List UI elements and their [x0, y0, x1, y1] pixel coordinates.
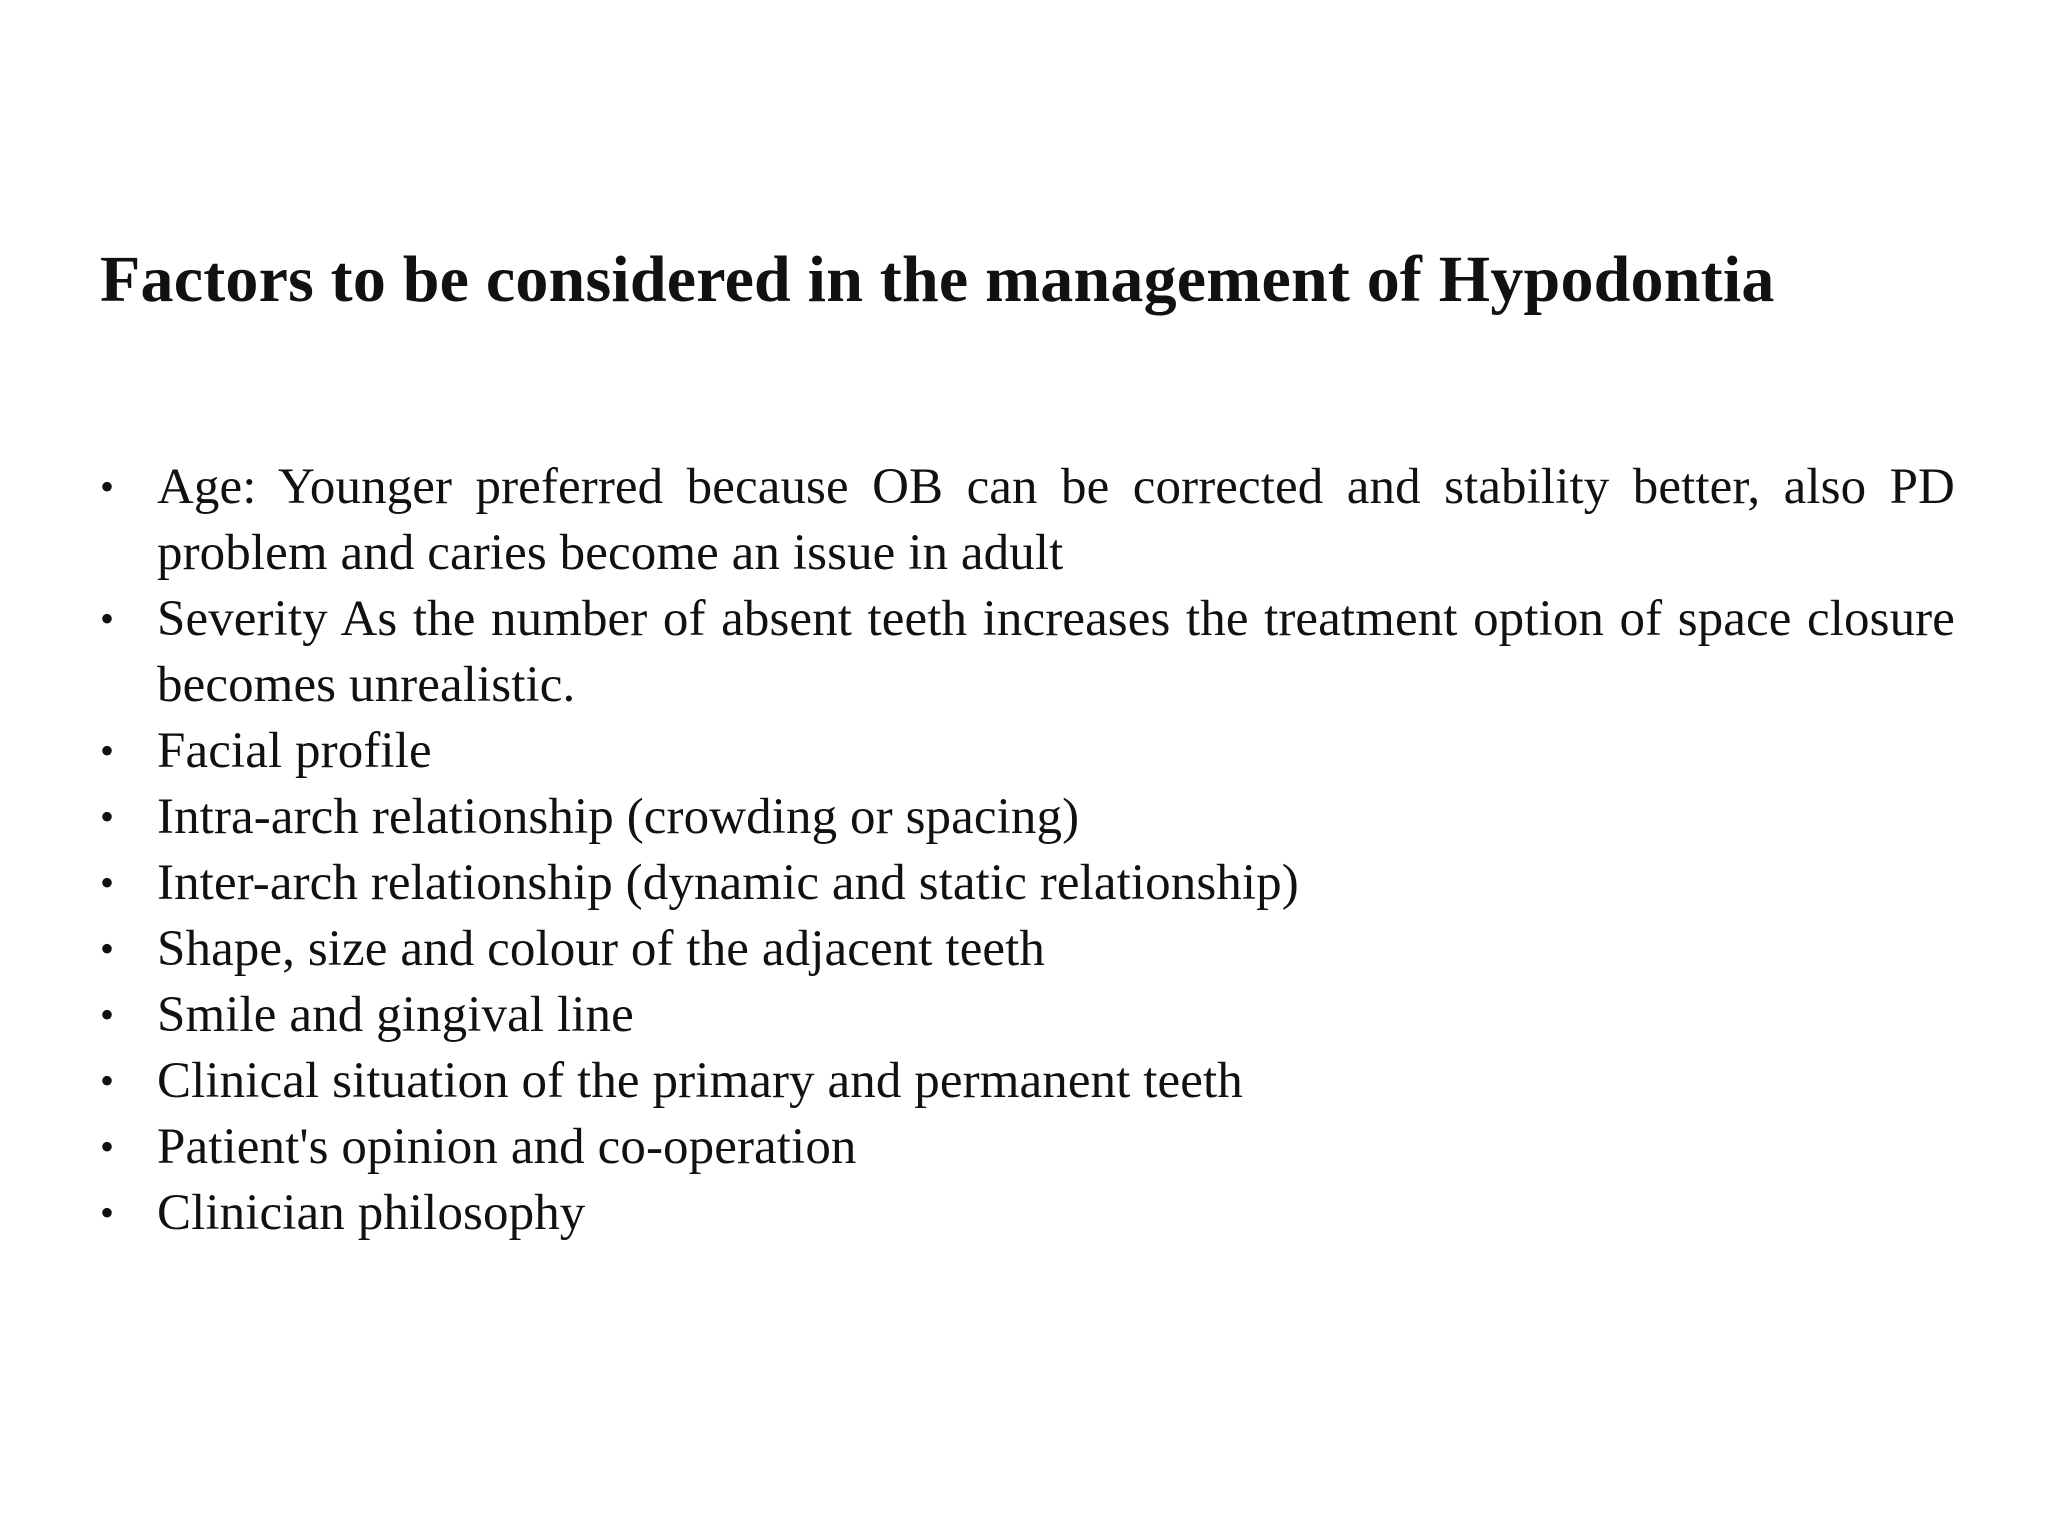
- list-item: [100, 1180, 1955, 1246]
- bullet-icon: •: [100, 1058, 115, 1103]
- bullet-icon: •: [100, 926, 115, 971]
- bullet-icon: •: [100, 860, 115, 905]
- list-item: [100, 586, 1955, 718]
- list-item: [100, 784, 1955, 850]
- list-item-text: Patient's opinion and co-operation: [157, 1119, 857, 1175]
- bullet-icon: •: [100, 1190, 115, 1235]
- bullet-icon: •: [100, 596, 115, 641]
- list-item-text: Shape, size and colour of the adjacent teeth: [157, 921, 1046, 977]
- bullet-icon: •: [100, 794, 115, 839]
- list-item-text: Intra-arch relationship (crowding or spacing): [157, 789, 1080, 845]
- list-item-text: Severity As the number of absent teeth increases the treatment option of space closure becomes unrealistic.: [157, 591, 1955, 713]
- bullet-icon: •: [100, 992, 115, 1037]
- bullet-icon: •: [100, 728, 115, 773]
- list-item-text: Inter-arch relationship (dynamic and static relationship): [157, 855, 1299, 911]
- list-item: [100, 454, 1955, 586]
- list-item-text: Clinical situation of the primary and permanent teeth: [157, 1053, 1243, 1109]
- list-item-text: Age: Younger preferred because OB can be corrected and stability better, also PD problem and caries become an issue in adult: [157, 459, 1955, 581]
- list-item: [100, 1048, 1955, 1114]
- list-item-text: Facial profile: [157, 723, 432, 779]
- list-item: [100, 916, 1955, 982]
- bullet-list: [100, 454, 1955, 1246]
- list-item-text: Clinician philosophy: [157, 1185, 586, 1241]
- bullet-icon: •: [100, 464, 115, 509]
- slide-title: Factors to be considered in the management of Hypodontia: [100, 243, 1775, 316]
- list-item: [100, 982, 1955, 1048]
- list-item-text: Smile and gingival line: [157, 987, 634, 1043]
- list-item: [100, 850, 1955, 916]
- list-item: [100, 1114, 1955, 1180]
- bullet-icon: •: [100, 1124, 115, 1169]
- list-item: [100, 718, 1955, 784]
